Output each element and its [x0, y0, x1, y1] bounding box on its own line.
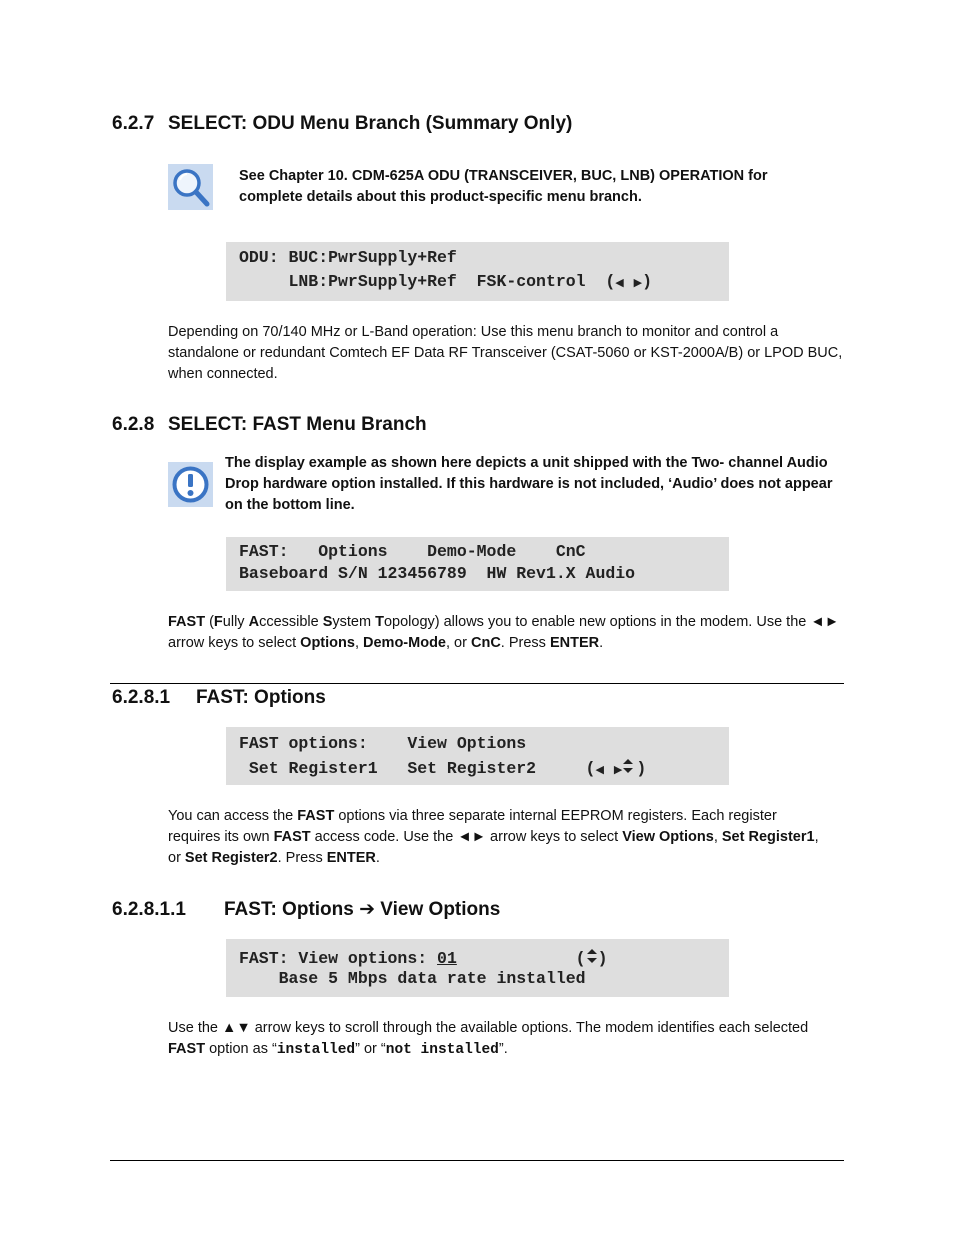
right-arrow-icon: ➔: [359, 898, 376, 920]
note-text: See Chapter 10. CDM-625A ODU (TRANSCEIVER, BUC, LNB) OPERATION for complete details about this product-specific menu branch.: [239, 168, 768, 205]
section-title: FAST: Options ➔ View Options: [224, 898, 501, 920]
section-title: SELECT: ODU Menu Branch (Summary Only): [168, 113, 573, 134]
section-heading-6-2-8-1-1: [112, 898, 500, 921]
option-number: 01: [437, 948, 457, 968]
divider: [110, 683, 844, 684]
lcd-line-1: FAST: View options: 01 ( ): [239, 948, 608, 968]
paragraph: Depending on 70/140 MHz or L-Band operation: Use this menu branch to monitor and control a standalone or redundant Comtech EF Data RF Transceiver (CSAT-5060 or KST-2000A/B) or LPOD BUC, when connected.: [168, 324, 843, 382]
lcd-line-1: ODU: BUC:PwrSupply+Ref: [239, 248, 457, 267]
section-number: 6.2.8: [112, 414, 155, 435]
up-down-arrow-icon: [622, 758, 636, 779]
note-text: The display example as shown here depicts a unit shipped with the Two- channel Audio Drop hardware option installed. If this hardware is not included, ‘Audio’ does not appear on the bottom line.: [225, 455, 833, 513]
left-arrow-icon: ◀: [595, 762, 604, 776]
section-number: 6.2.7: [112, 113, 155, 134]
lcd-display-view-options: [226, 939, 729, 997]
magnifier-icon: [168, 164, 213, 210]
paragraph: You can access the FAST options via three separate internal EEPROM registers. Each register requires its own FAST access code. Use the ◄► arrow keys to select View Options, Set Register1, or Set Register2. Press ENTER.: [168, 808, 819, 866]
lcd-line-1: FAST options: View Options: [239, 734, 527, 753]
section-title: SELECT: FAST Menu Branch: [168, 414, 427, 435]
lcd-line-1: FAST: Options Demo-Mode CnC: [239, 542, 586, 561]
right-arrow-icon: ▶: [633, 276, 643, 289]
footer-divider: [110, 1160, 844, 1161]
paragraph: FAST (Fully Accessible System Topology) allows you to enable new options in the modem. Use the ◄► arrow keys to select Options, Demo-Mode, or CnC. Press ENTER.: [168, 614, 840, 651]
exclamation-icon: [168, 462, 213, 507]
lcd-display-fast-options: [226, 727, 729, 785]
section-title: FAST: Options: [196, 687, 326, 708]
right-arrow-icon: ▶: [613, 762, 623, 776]
section-heading-6-2-7: [112, 113, 572, 135]
section-number: 6.2.8.1.1: [112, 899, 186, 920]
left-arrow-icon: ◀: [615, 276, 624, 289]
lcd-line-2: LNB:PwrSupply+Ref FSK-control (◀ ▶): [239, 272, 653, 291]
up-down-arrow-icon: [586, 948, 598, 969]
section-number: 6.2.8.1: [112, 687, 171, 708]
paragraph: Use the ▲▼ arrow keys to scroll through the available options. The modem identifies each selected FAST option as “installed” or “not installed”.: [168, 1020, 809, 1058]
lcd-line-2: Base 5 Mbps data rate installed: [239, 969, 586, 988]
lcd-display-fast: [226, 537, 729, 591]
section-heading-6-2-8: [112, 414, 427, 436]
lcd-line-2: Baseboard S/N 123456789 HW Rev1.X Audio: [239, 564, 636, 583]
lcd-display-odu: [226, 242, 729, 301]
section-heading-6-2-8-1: [112, 687, 326, 709]
lcd-line-2: Set Register1 Set Register2 (◀ ▶ ): [239, 758, 647, 778]
